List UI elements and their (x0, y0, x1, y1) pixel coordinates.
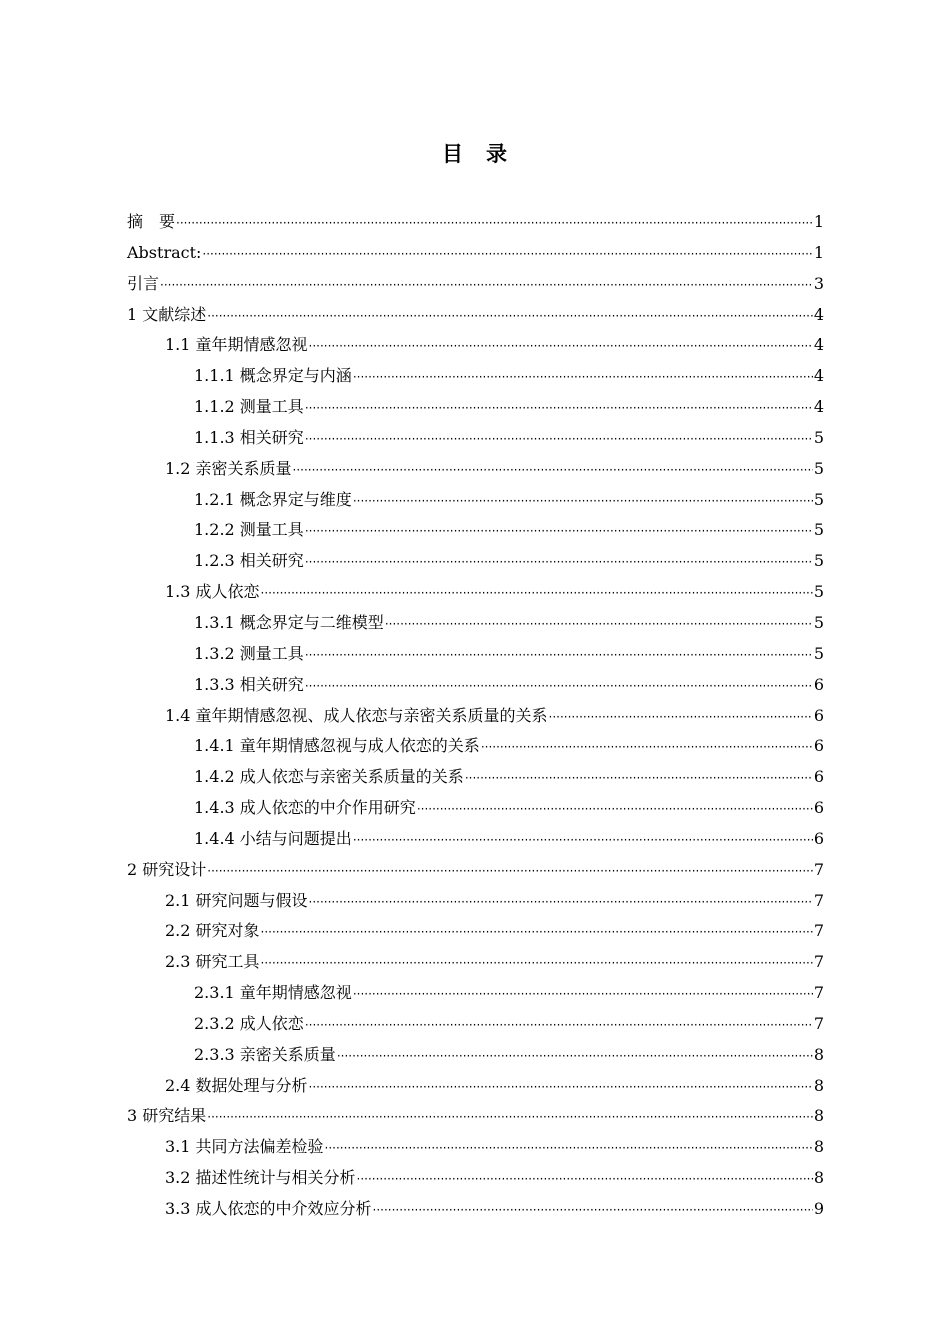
toc-list (127, 207, 824, 1225)
toc-entry-label: 1.2.1 概念界定与维度 (194, 489, 352, 509)
toc-leader-dots (261, 947, 813, 979)
toc-leader-dots (305, 423, 813, 455)
toc-entry-label: 1.4.4 小结与问题提出 (194, 828, 352, 848)
toc-entry-page-number: 6 (813, 798, 824, 818)
toc-leader-dots (207, 855, 813, 887)
toc-leader-dots (261, 577, 813, 609)
toc-entry-label: 2.2 研究对象 (165, 921, 260, 941)
toc-entry[interactable] (127, 454, 824, 485)
toc-leader-dots (337, 1040, 813, 1072)
toc-entry[interactable] (127, 423, 824, 454)
toc-entry[interactable] (127, 361, 824, 392)
toc-leader-dots (309, 886, 813, 918)
toc-entry[interactable] (127, 670, 824, 701)
toc-entry-label: 1.2.3 相关研究 (194, 551, 304, 571)
toc-entry-page-number: 6 (813, 705, 824, 725)
toc-entry[interactable] (127, 793, 824, 824)
toc-leader-dots (207, 1101, 813, 1133)
toc-entry[interactable] (127, 1132, 824, 1163)
toc-leader-dots (549, 701, 813, 733)
toc-entry-label: 2.3 研究工具 (165, 952, 260, 972)
toc-entry-page-number: 6 (813, 736, 824, 756)
toc-entry-label: 2.3.3 亲密关系质量 (194, 1044, 336, 1064)
toc-entry-page-number: 5 (813, 551, 824, 571)
toc-entry[interactable] (127, 701, 824, 732)
toc-entry-label: 1.3 成人依恋 (165, 582, 260, 602)
toc-entry-page-number: 7 (813, 890, 824, 910)
toc-entry-page-number: 7 (813, 1013, 824, 1033)
toc-entry[interactable] (127, 947, 824, 978)
toc-entry-label: 1.3.1 概念界定与二维模型 (194, 612, 384, 632)
toc-entry[interactable] (127, 485, 824, 516)
toc-entry[interactable] (127, 855, 824, 886)
toc-entry-label: 2.3.1 童年期情感忽视 (194, 983, 352, 1003)
toc-entry[interactable] (127, 269, 824, 300)
toc-entry-label: 3.1 共同方法偏差检验 (165, 1137, 324, 1157)
toc-entry[interactable] (127, 824, 824, 855)
toc-entry-page-number: 4 (813, 335, 824, 355)
toc-entry[interactable] (127, 1194, 824, 1225)
toc-entry-page-number: 4 (813, 366, 824, 386)
toc-entry-page-number: 3 (813, 273, 824, 293)
toc-leader-dots (353, 978, 813, 1010)
toc-title: 目 录 (442, 142, 508, 166)
toc-entry[interactable] (127, 639, 824, 670)
toc-entry-label: 1 文献综述 (127, 304, 207, 324)
toc-entry-label: 1.1.1 概念界定与内涵 (194, 366, 352, 386)
toc-entry-page-number: 6 (813, 767, 824, 787)
toc-entry[interactable] (127, 916, 824, 947)
toc-entry-page-number: 9 (813, 1199, 824, 1218)
toc-entry-label: 摘 要 (127, 212, 176, 231)
toc-entry-page-number: 6 (813, 828, 824, 848)
toc-entry-label: 2.1 研究问题与假设 (165, 890, 308, 910)
toc-leader-dots (160, 269, 813, 301)
toc-entry[interactable] (127, 300, 824, 331)
toc-entry[interactable] (127, 1101, 824, 1132)
toc-entry[interactable] (127, 392, 824, 423)
toc-leader-dots (305, 1009, 813, 1041)
toc-entry[interactable] (127, 731, 824, 762)
toc-entry-page-number: 5 (813, 612, 824, 632)
toc-entry-page-number: 1 (813, 212, 824, 231)
toc-entry-label: 1.4.1 童年期情感忽视与成人依恋的关系 (194, 736, 480, 756)
toc-entry[interactable] (127, 546, 824, 577)
toc-entry-label: 1.4.2 成人依恋与亲密关系质量的关系 (194, 767, 464, 787)
toc-leader-dots (305, 639, 813, 671)
toc-entry-page-number: 4 (813, 304, 824, 324)
toc-entry-page-number: 7 (813, 952, 824, 972)
toc-entry-page-number: 7 (813, 859, 824, 879)
toc-entry-page-number: 8 (813, 1075, 824, 1095)
toc-entry[interactable] (127, 1071, 824, 1102)
toc-leader-dots (261, 916, 813, 948)
toc-entry-label: 1.2.2 测量工具 (194, 520, 304, 540)
toc-leader-dots (202, 238, 812, 270)
toc-leader-dots (305, 546, 813, 578)
toc-entry-page-number: 5 (813, 582, 824, 602)
toc-entry-label: 1.3.2 测量工具 (194, 643, 304, 663)
toc-entry[interactable] (127, 1009, 824, 1040)
toc-leader-dots (305, 515, 813, 547)
toc-entry-label: 2.3.2 成人依恋 (194, 1013, 304, 1033)
toc-leader-dots (385, 608, 813, 640)
toc-entry-label: 2 研究设计 (127, 859, 207, 879)
toc-leader-dots (373, 1194, 813, 1226)
toc-entry-label: 2.4 数据处理与分析 (165, 1075, 308, 1095)
toc-entry-label: 1.2 亲密关系质量 (165, 458, 292, 478)
toc-entry[interactable] (127, 577, 824, 608)
toc-leader-dots (353, 361, 813, 393)
toc-leader-dots (293, 454, 813, 486)
toc-leader-dots (417, 793, 813, 825)
toc-entry-page-number: 7 (813, 921, 824, 941)
toc-entry[interactable] (127, 886, 824, 917)
toc-entry-label: 1.1.3 相关研究 (194, 427, 304, 447)
toc-entry-label: 1.3.3 相关研究 (194, 674, 304, 694)
toc-entry[interactable] (127, 1040, 824, 1071)
toc-entry-page-number: 8 (813, 1137, 824, 1157)
toc-entry-page-number: 1 (813, 242, 824, 262)
toc-entry-page-number: 7 (813, 983, 824, 1003)
toc-entry-page-number: 5 (813, 458, 824, 478)
toc-leader-dots (305, 670, 813, 702)
toc-entry-label: 3.2 描述性统计与相关分析 (165, 1168, 356, 1188)
toc-leader-dots (353, 824, 813, 856)
toc-entry[interactable] (127, 330, 824, 361)
toc-entry-page-number: 8 (813, 1168, 824, 1188)
toc-entry-page-number: 5 (813, 643, 824, 663)
toc-entry-page-number: 5 (813, 489, 824, 509)
toc-entry-page-number: 8 (813, 1044, 824, 1064)
toc-entry[interactable] (127, 515, 824, 546)
toc-leader-dots (305, 392, 813, 424)
toc-leader-dots (481, 731, 813, 763)
toc-entry-label: 引言 (127, 273, 160, 293)
toc-entry-label: 1.1 童年期情感忽视 (165, 335, 308, 355)
toc-entry-label: 1.4 童年期情感忽视、成人依恋与亲密关系质量的关系 (165, 705, 548, 725)
toc-entry-label: 3.3 成人依恋的中介效应分析 (165, 1199, 372, 1218)
toc-entry[interactable] (127, 1163, 824, 1194)
toc-leader-dots (357, 1163, 813, 1195)
toc-entry[interactable] (127, 238, 824, 269)
toc-leader-dots (207, 300, 813, 332)
toc-entry-page-number: 4 (813, 397, 824, 417)
toc-leader-dots (325, 1132, 813, 1164)
toc-leader-dots (465, 762, 813, 794)
toc-entry[interactable] (127, 608, 824, 639)
toc-leader-dots (309, 330, 813, 362)
toc-entry-label: Abstract: (127, 242, 202, 262)
toc-entry[interactable] (127, 207, 824, 238)
toc-entry-label: 3 研究结果 (127, 1106, 207, 1126)
toc-entry-label: 1.4.3 成人依恋的中介作用研究 (194, 798, 416, 818)
toc-leader-dots (309, 1071, 813, 1103)
toc-entry[interactable] (127, 762, 824, 793)
toc-entry[interactable] (127, 978, 824, 1009)
toc-entry-page-number: 8 (813, 1106, 824, 1126)
toc-entry-page-number: 5 (813, 520, 824, 540)
toc-entry-page-number: 6 (813, 674, 824, 694)
toc-entry-page-number: 5 (813, 427, 824, 447)
toc-leader-dots (176, 207, 813, 239)
toc-entry-label: 1.1.2 测量工具 (194, 397, 304, 417)
toc-leader-dots (353, 485, 813, 517)
